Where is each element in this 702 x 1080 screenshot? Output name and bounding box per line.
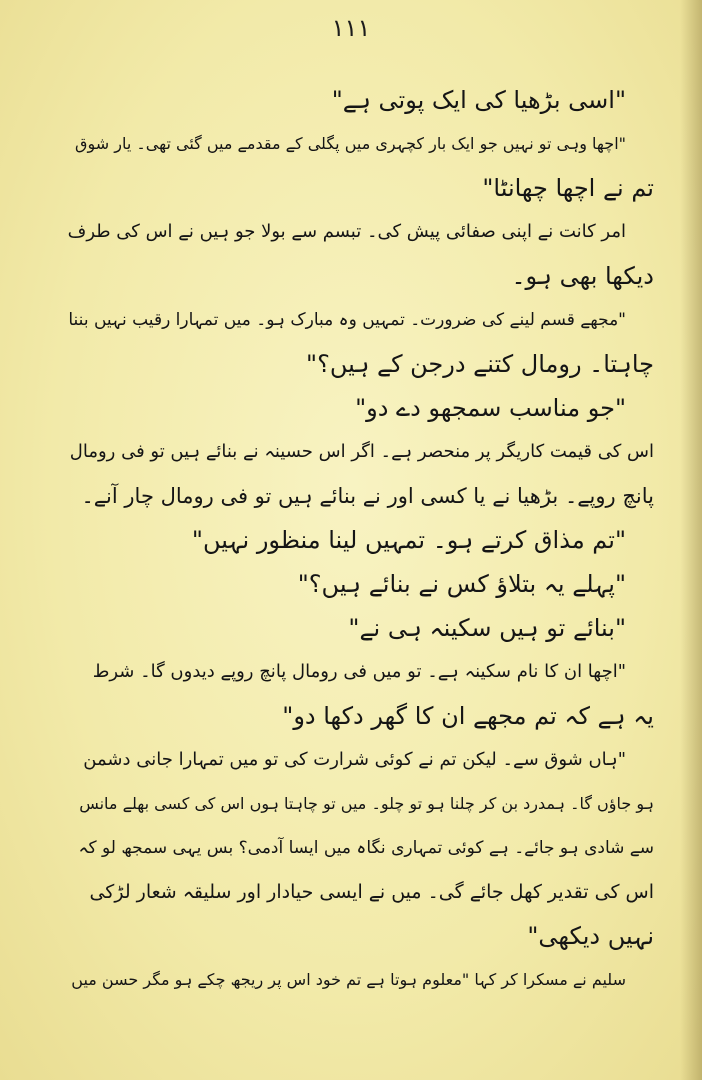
text-line: یہ ہے کہ تم مجھے ان کا گھر دکھا دو" — [282, 702, 654, 730]
text-line: "پہلے یہ بتلاؤ کس نے بنائے ہیں؟" — [297, 570, 626, 598]
text-line: تم نے اچھا چھانٹا" — [482, 174, 654, 202]
text-line: پانچ روپے۔ بڑھیا نے یا کسی اور نے بنائے ہیں تو فی رومال چار آنے۔ — [81, 484, 654, 508]
page-gutter-shadow — [680, 0, 702, 1080]
body-text — [64, 78, 654, 1002]
page-number: ۱۱۱ — [331, 14, 371, 42]
text-line: "اسی بڑھیا کی ایک پوتی ہے" — [331, 86, 626, 114]
text-line: "اچھا ان کا نام سکینہ ہے۔ تو میں فی رومال پانچ روپے دیدوں گا۔ شرط — [92, 661, 626, 682]
text-line: دیکھا بھی ہو۔ — [511, 262, 654, 290]
text-line: "تم مذاق کرتے ہو۔ تمہیں لینا منظور نہیں" — [191, 526, 626, 554]
text-line: چاہتا۔ رومال کتنے درجن کے ہیں؟" — [306, 350, 654, 378]
text-line: "بنائے تو ہیں سکینہ ہی نے" — [348, 614, 626, 642]
text-line: اس کی قیمت کاریگر پر منحصر ہے۔ اگر اس حسینہ نے بنائے ہیں تو فی رومال — [69, 441, 654, 462]
text-line: ہو جاؤں گا۔ ہمدرد بن کر چلنا ہو تو چلو۔ میں تو چاہتا ہوں اس کی کسی بھلے مانس — [79, 794, 654, 813]
text-line: سلیم نے مسکرا کر کہا "معلوم ہوتا ہے تم خود اس پر ریجھ چکے ہو مگر حسن میں — [71, 970, 626, 989]
text-line: نہیں دیکھی" — [527, 922, 654, 950]
text-line: اس کی تقدیر کھل جائے گی۔ میں نے ایسی حیادار اور سلیقہ شعار لڑکی — [89, 881, 654, 903]
text-line: "اچھا وہی تو نہیں جو ایک بار کچہری میں پگلی کے مقدمے میں گئی تھی۔ یار شوق — [75, 134, 626, 153]
text-line: "جو مناسب سمجھو دے دو" — [355, 394, 626, 422]
text-line: امر کانت نے اپنی صفائی پیش کی۔ تبسم سے بولا جو ہیں نے اس کی طرف — [67, 221, 626, 242]
text-line: "مجھے قسم لینے کی ضرورت۔ تمہیں وہ مبارک ہو۔ میں تمہارا رقیب نہیں بننا — [68, 310, 626, 330]
text-line: "ہاں شوق سے۔ لیکن تم نے کوئی شرارت کی تو میں تمہارا جانی دشمن — [83, 749, 626, 770]
text-line: سے شادی ہو جائے۔ ہے کوئی تمہاری نگاہ میں ایسا آدمی؟ بس یہی سمجھ لو کہ — [78, 838, 654, 858]
